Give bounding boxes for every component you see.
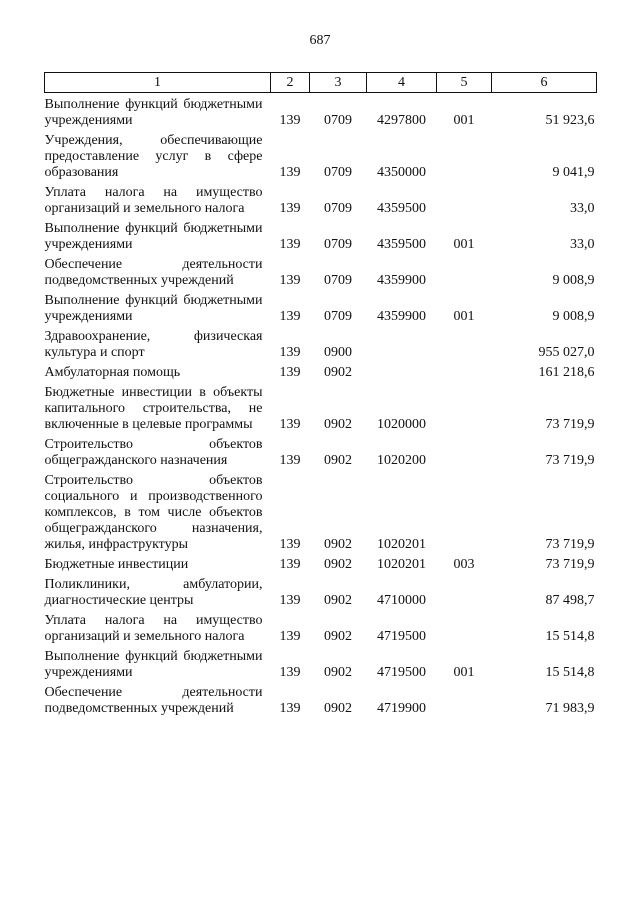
row-col-4: 1020200 — [377, 453, 426, 468]
row-name: Амбулаторная помощь — [44, 365, 181, 380]
row-col-5 — [437, 253, 492, 289]
row-col-4: 4297800 — [377, 113, 426, 128]
table-body — [45, 93, 597, 718]
row-amount: 73 719,9 — [545, 453, 595, 468]
row-col-5 — [437, 609, 492, 645]
table-row — [45, 93, 597, 130]
row-col-2: 139 — [279, 345, 301, 360]
row-col-5: 001 — [453, 309, 475, 324]
row-col-2: 139 — [279, 629, 301, 644]
row-name: Обеспечение деятельности подведомственных учреждений — [44, 685, 263, 716]
row-col-3: 0902 — [324, 665, 352, 680]
row-name: Обеспечение деятельности подведомственных учреждений — [44, 257, 263, 288]
column-header: 2 — [271, 73, 310, 93]
row-col-4: 4359900 — [377, 309, 426, 324]
row-col-2: 139 — [279, 201, 301, 216]
row-amount: 71 983,9 — [545, 701, 595, 716]
row-col-2: 139 — [279, 113, 301, 128]
row-amount: 9 008,9 — [552, 273, 595, 288]
row-col-2: 139 — [279, 593, 301, 608]
column-header: 6 — [492, 73, 597, 93]
row-amount: 87 498,7 — [545, 593, 595, 608]
row-col-2: 139 — [279, 165, 301, 180]
row-col-4: 4719900 — [377, 701, 426, 716]
column-header: 1 — [45, 73, 271, 93]
row-amount: 15 514,8 — [545, 665, 595, 680]
row-col-3: 0902 — [324, 593, 352, 608]
budget-table — [44, 72, 597, 717]
row-col-4: 1020201 — [377, 537, 426, 552]
row-col-3: 0902 — [324, 701, 352, 716]
row-col-4: 1020000 — [377, 417, 426, 432]
row-col-5 — [437, 573, 492, 609]
table-row — [45, 325, 597, 361]
row-amount: 33,0 — [570, 201, 595, 216]
table-row — [45, 433, 597, 469]
row-col-2: 139 — [279, 365, 301, 380]
row-amount: 9 008,9 — [552, 309, 595, 324]
row-name: Уплата налога на имущество организаций и земельного налога — [44, 185, 263, 216]
page-number: 687 — [309, 33, 331, 48]
row-col-5 — [437, 361, 492, 381]
row-col-5 — [437, 469, 492, 553]
row-col-5: 001 — [453, 237, 475, 252]
table-row — [45, 361, 597, 381]
table-row — [45, 681, 597, 717]
row-amount: 33,0 — [570, 237, 595, 252]
row-col-5 — [437, 129, 492, 181]
row-amount: 161 218,6 — [538, 365, 595, 380]
row-amount: 73 719,9 — [545, 537, 595, 552]
row-amount: 955 027,0 — [538, 345, 595, 360]
row-col-4: 4710000 — [377, 593, 426, 608]
table-row — [45, 645, 597, 681]
table-row — [45, 253, 597, 289]
row-col-4 — [367, 325, 437, 361]
row-col-3: 0902 — [324, 629, 352, 644]
row-col-4: 4719500 — [377, 665, 426, 680]
row-col-5 — [437, 381, 492, 433]
row-col-2: 139 — [279, 273, 301, 288]
row-name: Выполнение функций бюджетными учреждениями — [44, 97, 263, 128]
row-name: Бюджетные инвестиции — [44, 557, 189, 572]
row-col-4: 4350000 — [377, 165, 426, 180]
row-col-5: 003 — [453, 557, 475, 572]
row-col-3: 0900 — [324, 345, 352, 360]
column-header: 3 — [310, 73, 367, 93]
row-col-2: 139 — [279, 665, 301, 680]
row-col-2: 139 — [279, 537, 301, 552]
table-row — [45, 553, 597, 573]
table-row — [45, 609, 597, 645]
row-col-2: 139 — [279, 237, 301, 252]
row-col-2: 139 — [279, 453, 301, 468]
table-row — [45, 181, 597, 217]
row-col-3: 0709 — [324, 237, 352, 252]
column-header: 5 — [437, 73, 492, 93]
column-header: 4 — [367, 73, 437, 93]
row-col-2: 139 — [279, 309, 301, 324]
row-amount: 73 719,9 — [545, 417, 595, 432]
row-col-5 — [437, 325, 492, 361]
row-col-4: 4359500 — [377, 237, 426, 252]
row-col-5 — [437, 181, 492, 217]
row-col-3: 0902 — [324, 453, 352, 468]
row-col-3: 0709 — [324, 113, 352, 128]
row-name: Выполнение функций бюджетными учреждениями — [44, 293, 263, 324]
row-col-4: 4719500 — [377, 629, 426, 644]
row-col-5: 001 — [453, 665, 475, 680]
row-name: Выполнение функций бюджетными учреждениями — [44, 649, 263, 680]
row-col-3: 0902 — [324, 537, 352, 552]
row-col-4: 1020201 — [377, 557, 426, 572]
row-col-4 — [367, 361, 437, 381]
row-amount: 73 719,9 — [545, 557, 595, 572]
row-col-2: 139 — [279, 701, 301, 716]
row-name: Поликлиники, амбулатории, диагностические центры — [44, 577, 263, 608]
table-row — [45, 289, 597, 325]
row-col-2: 139 — [279, 557, 301, 572]
row-name: Здравоохранение, физическая культура и спорт — [44, 329, 263, 360]
row-amount: 15 514,8 — [545, 629, 595, 644]
row-col-3: 0709 — [324, 201, 352, 216]
row-name: Учреждения, обеспечивающие предоставление услуг в сфере образования — [44, 133, 263, 180]
table-row — [45, 381, 597, 433]
row-col-4: 4359900 — [377, 273, 426, 288]
row-col-3: 0902 — [324, 557, 352, 572]
table-header-row — [45, 73, 597, 93]
row-col-5 — [437, 681, 492, 717]
row-name: Строительство объектов общегражданского назначения — [44, 437, 263, 468]
row-col-2: 139 — [279, 417, 301, 432]
row-col-4: 4359500 — [377, 201, 426, 216]
row-col-5: 001 — [453, 113, 475, 128]
table-row — [45, 469, 597, 553]
row-col-3: 0902 — [324, 417, 352, 432]
row-col-3: 0709 — [324, 273, 352, 288]
table-row — [45, 129, 597, 181]
row-amount: 9 041,9 — [552, 165, 595, 180]
row-name: Выполнение функций бюджетными учреждениями — [44, 221, 263, 252]
row-name: Уплата налога на имущество организаций и земельного налога — [44, 613, 263, 644]
row-col-3: 0709 — [324, 309, 352, 324]
row-col-3: 0902 — [324, 365, 352, 380]
table-row — [45, 573, 597, 609]
table-row — [45, 217, 597, 253]
row-col-5 — [437, 433, 492, 469]
row-name: Строительство объектов социального и производственного комплексов, в том числе объектов общегражданского назначения, жилья, инфраструктуры — [44, 473, 263, 552]
row-amount: 51 923,6 — [545, 113, 595, 128]
row-name: Бюджетные инвестиции в объекты капитального строительства, не включенные в целевые программы — [44, 385, 263, 432]
row-col-3: 0709 — [324, 165, 352, 180]
